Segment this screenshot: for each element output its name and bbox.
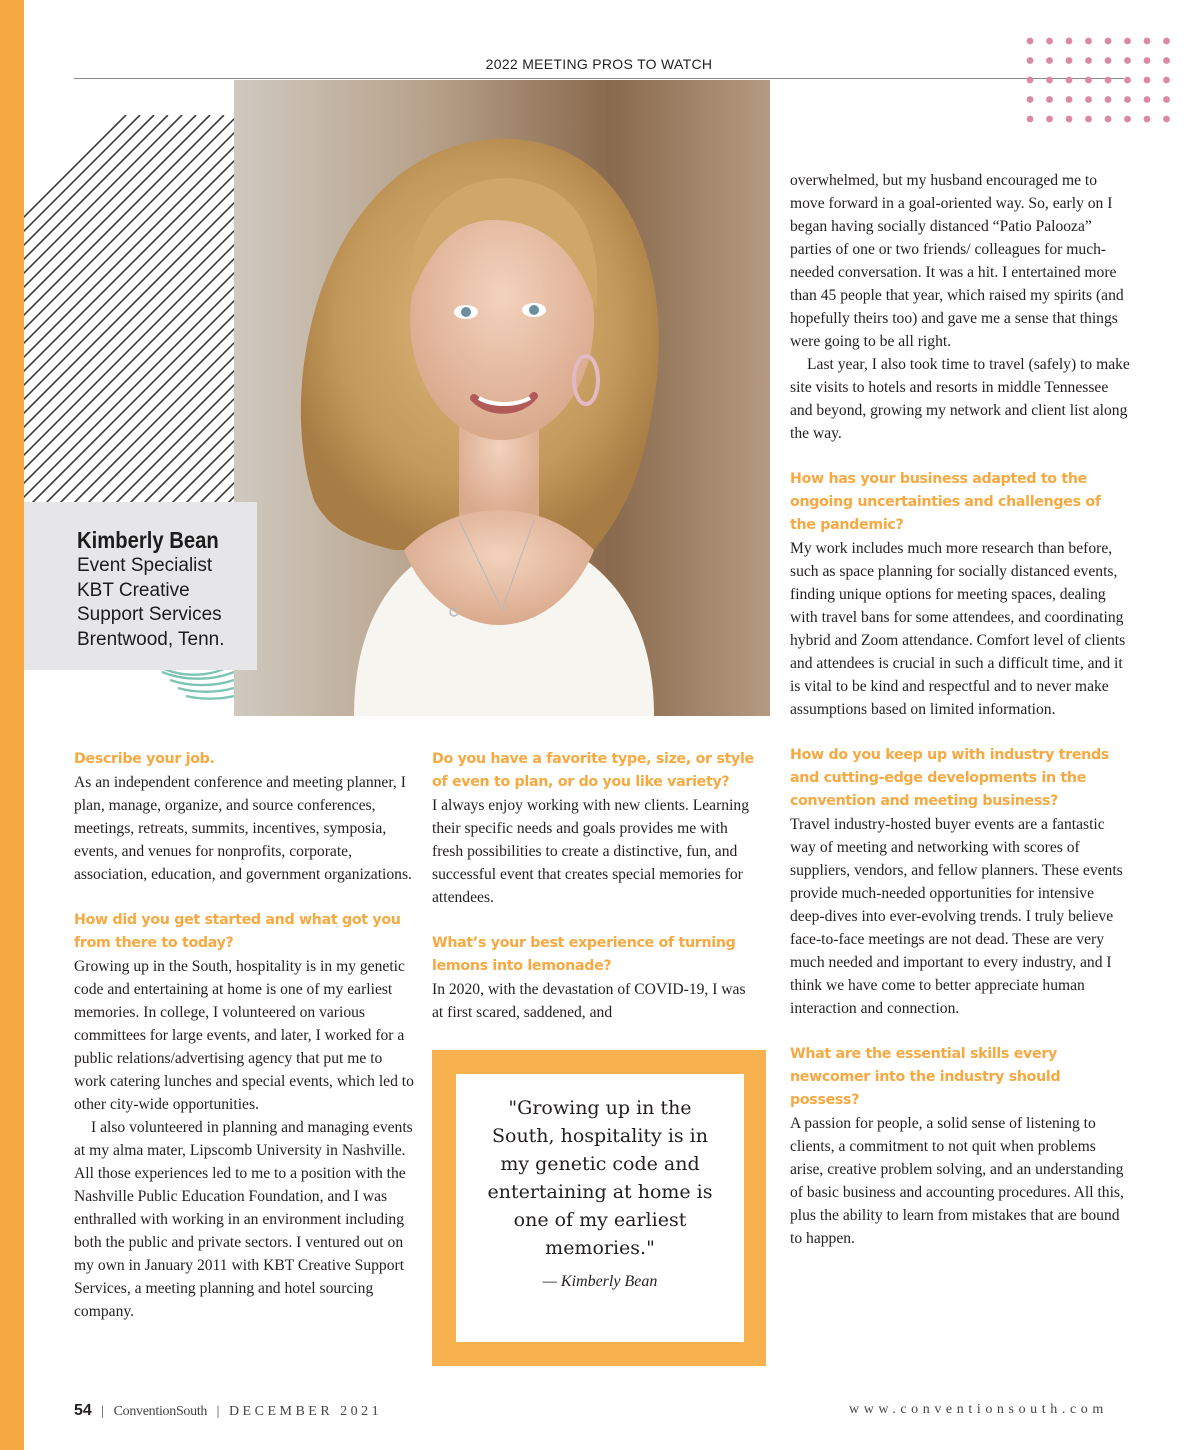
answer-essential-skills: A passion for people, a solid sense of listening to clients, a commitment to not quit when problems arise, creative problem solving, and an understanding of basic business and accounting procedures. All this, plus the ability to learn from mistakes that are bound to happen. bbox=[790, 1115, 1124, 1247]
decorative-diagonal-stripes bbox=[24, 115, 234, 505]
profile-title: Event Specialist bbox=[77, 555, 213, 576]
page-number: 54 bbox=[74, 1402, 92, 1419]
profile-company-line2: Support Services bbox=[77, 604, 222, 625]
profile-name: Kimberly Bean bbox=[77, 527, 219, 553]
col3-continued-paragraph: overwhelmed, but my husband encouraged me to move forward in a goal-oriented way. So, early on I began having socially distanced “Patio Palooza” parties of one or two friends/ colleagues for much-needed conversation. It was a hit. I entertained more than 45 people that year, which raised my spirits (and hopefully theirs too) and gave me a sense that things were going to be all right. bbox=[790, 172, 1124, 350]
answer-lemons-lemonade: In 2020, with the devastation of COVID-19, I was at first scared, saddened, and bbox=[432, 981, 746, 1021]
answer-getting-started-p2: I also volunteered in planning and managing events at my alma mater, Lipscomb University in Nashville. All those experiences led to me to a position with the Nashville Public Education Foundation, and I was enthralled with working in an environment including both the public and private sectors. I ventured out on my own in January 2011 with KBT Creative Support Services, a meeting planning and hotel sourcing company. bbox=[74, 1119, 413, 1320]
question-getting-started: How did you get started and what got you from there to today? bbox=[74, 912, 401, 951]
pull-quote-text: "Growing up in the South, hospitality is in my genetic code and entertaining at home is one of my earliest memories." bbox=[487, 1097, 713, 1259]
profile-name-box bbox=[24, 502, 257, 670]
header-rule bbox=[74, 78, 1124, 79]
question-lemons-lemonade: What’s your best experience of turning lemons into lemonade? bbox=[432, 935, 736, 974]
question-describe-job: Describe your job. bbox=[74, 751, 215, 767]
website-url[interactable]: www.conventionsouth.com bbox=[849, 1402, 1108, 1417]
col3-site-visits-paragraph: Last year, I also took time to travel (safely) to make site visits to hotels and resorts in middle Tennessee and beyond, growing my network and client list along the way. bbox=[790, 356, 1130, 442]
question-pandemic-adaptation: How has your business adapted to the ongoing uncertainties and challenges of the pandemic? bbox=[790, 471, 1101, 533]
question-industry-trends: How do you keep up with industry trends and cutting-edge developments in the convention and meeting business? bbox=[790, 747, 1109, 809]
answer-favorite-event: I always enjoy working with new clients. Learning their specific needs and goals provides me with fresh possibilities to create a distinctive, fun, and successful event that creates special memories for attendees. bbox=[432, 797, 749, 906]
question-favorite-event: Do you have a favorite type, size, or style of even to plan, or do you like variety? bbox=[432, 751, 754, 790]
section-header: 2022 MEETING PROS TO WATCH bbox=[485, 56, 713, 72]
pull-quote-attribution: — Kimberly Bean bbox=[542, 1273, 658, 1290]
answer-getting-started-p1: Growing up in the South, hospitality is in my genetic code and entertaining at home is one of my earliest memories. In college, I volunteered on various committees for large events, and later, I worked for a public relations/advertising agency that put me to work catering lunches and special events, which led to other city-wide opportunities. bbox=[74, 958, 414, 1113]
profile-company-line1: KBT Creative bbox=[77, 579, 190, 601]
profile-location: Brentwood, Tenn. bbox=[77, 628, 225, 650]
answer-pandemic-adaptation: My work includes much more research than before, such as space planning for socially distanced events, finding unique options for meeting spaces, dealing with travel bans for some attendees, and coordinating hybrid and Zoom attendance. Comfort level of clients and attendees is crucial in such a difficult time, and it is vital to be kind and respectful and to never make assumptions based on limited information. bbox=[790, 540, 1126, 718]
pull-quote-frame bbox=[432, 1050, 766, 1366]
footer-left bbox=[74, 1402, 382, 1420]
column-1 bbox=[74, 748, 414, 1323]
question-essential-skills: What are the essential skills every newcomer into the industry should possess? bbox=[790, 1046, 1061, 1108]
issue-date: DECEMBER 2021 bbox=[228, 1404, 383, 1419]
orange-side-bar bbox=[0, 0, 24, 1450]
magazine-name: ConventionSouth bbox=[113, 1404, 208, 1419]
column-3 bbox=[790, 169, 1130, 1250]
answer-describe-job: As an independent conference and meeting planner, I plan, manage, organize, and source conferences, meetings, retreats, summits, incentives, symposia, events, and venues for nonprofits, corporate, association, education, and government organizations. bbox=[74, 774, 412, 883]
portrait-photo bbox=[234, 80, 770, 716]
footer-separator: | bbox=[216, 1404, 220, 1419]
answer-industry-trends: Travel industry-hosted buyer events are a fantastic way of meeting and networking with scores of suppliers, vendors, and fellow planners. These events provide much-needed opportunities for intensive deep-dives into ever-evolving trends. I truly believe face-to-face meetings are not dead. These are very much needed and important to every industry, and I think we have come to better appreciate human interaction and connection. bbox=[790, 816, 1123, 1017]
footer-separator: | bbox=[101, 1404, 105, 1419]
decorative-dot-grid bbox=[1024, 34, 1174, 128]
column-2 bbox=[432, 748, 754, 1024]
pull-quote-box bbox=[456, 1074, 744, 1342]
